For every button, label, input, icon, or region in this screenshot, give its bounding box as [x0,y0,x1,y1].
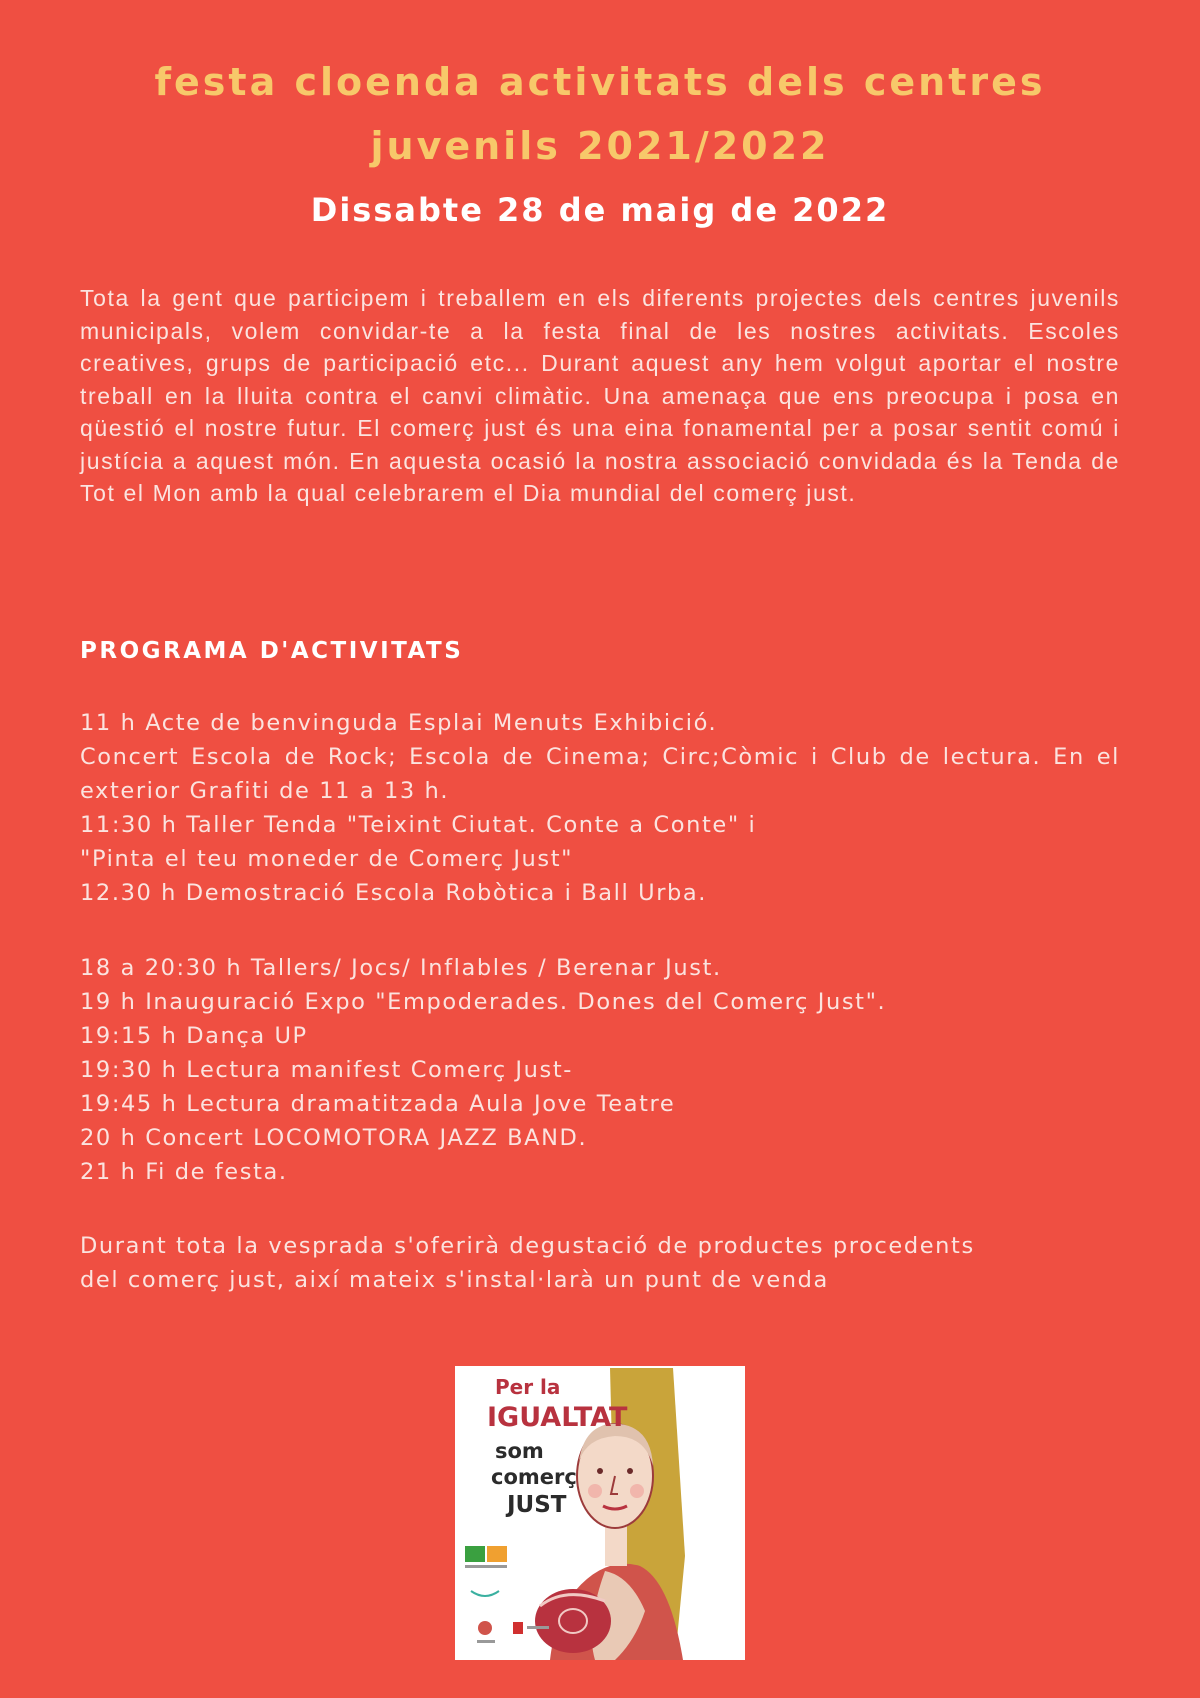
event-title-line2: juvenils 2021/2022 [370,124,830,168]
program-evening-list [80,951,1120,1189]
program-item: 11 h Acte de benvinguda Esplai Menuts Exhibició. [80,710,718,736]
program-morning-list [80,706,1120,910]
poster-illustration [455,1366,745,1660]
program-item: 21 h Fi de festa. [80,1159,288,1185]
poster-text-line5: JUST [507,1492,567,1518]
poster-sponsor-logo [487,1546,507,1562]
program-item: 19:30 h Lectura manifest Comerç Just- [80,1057,573,1083]
closing-line: Durant tota la vesprada s'oferirà degustació de productes procedents [80,1233,975,1259]
poster-text-line2: IGUALTAT [487,1402,628,1433]
event-title-line1: festa cloenda activitats dels centres [154,60,1046,104]
program-heading: PROGRAMA D'ACTIVITATS [80,638,464,664]
closing-note [80,1229,1120,1297]
program-item: 18 a 20:30 h Tallers/ Jocs/ Inflables / Berenar Just. [80,955,722,981]
poster-text-line3: som [495,1439,544,1463]
program-item: 19:45 h Lectura dramatitzada Aula Jove Teatre [80,1091,676,1117]
poster-text-line1: Per la [495,1375,561,1399]
event-title [60,50,1140,178]
program-item: Concert Escola de Rock; Escola de Cinema; Circ;Còmic i Club de lectura. En el exterior Grafiti de 11 a 13 h. [80,744,1120,804]
program-item: 19:15 h Dança UP [80,1023,308,1049]
program-item: 12.30 h Demostració Escola Robòtica i Ball Urba. [80,880,708,906]
program-item: "Pinta el teu moneder de Comerç Just" [80,846,574,872]
closing-line: del comerç just, així mateix s'instal·larà un punt de venda [80,1267,829,1293]
event-date: Dissabte 28 de maig de 2022 [310,191,890,229]
poster-sponsor-logo [478,1621,492,1635]
poster-sponsor-logo [513,1622,523,1634]
intro-paragraph: Tota la gent que participem i treballem en els diferents projectes dels centres juvenils municipals, volem convidar-te a la festa final de les nostres activitats. Escoles creatives, grups de participació etc... Durant aquest any hem volgut aportar el nostre treball en la lluita contra el canvi climàtic. Una amenaça que ens preocupa i posa en qüestió el nostre futur. El comerç just és una eina fonamental per a posar sentit comú i justícia a aquest món. En aquesta ocasió la nostra associació convidada és la Tenda de Tot el Mon amb la qual celebrarem el Dia mundial del comerç just. [80,285,1120,506]
program-item: 19 h Inauguració Expo "Empoderades. Dones del Comerç Just". [80,989,887,1015]
program-item: 20 h Concert LOCOMOTORA JAZZ BAND. [80,1125,588,1151]
poster-sponsor-logo [465,1546,485,1562]
poster-text-line4: comerç [491,1465,577,1489]
program-item: 11:30 h Taller Tenda "Teixint Ciutat. Conte a Conte" i [80,812,757,838]
fair-trade-poster [455,1366,745,1660]
